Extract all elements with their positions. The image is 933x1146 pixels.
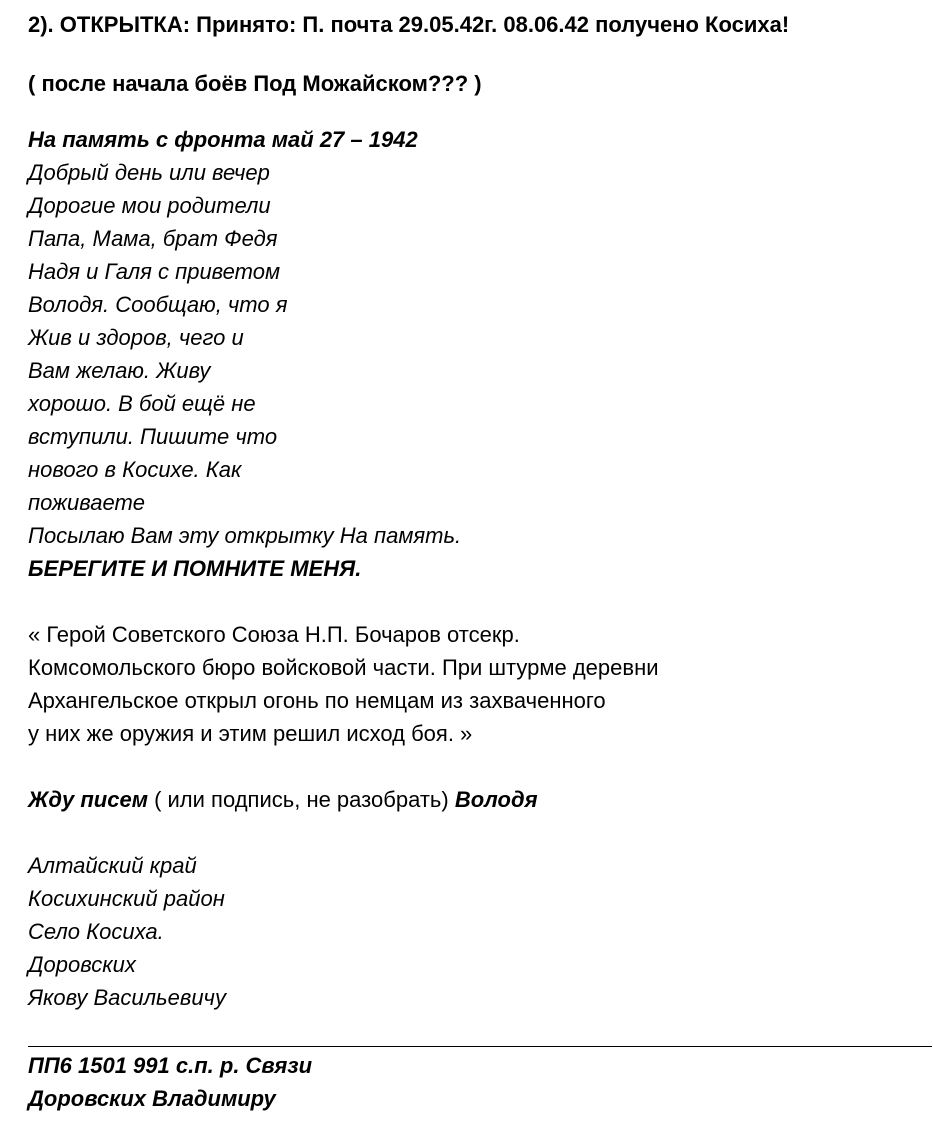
letter-line: нового в Косихе. Как (28, 457, 242, 482)
letter-heading: На память с фронта май 27 – 1942 (28, 127, 418, 152)
address-line: Село Косиха. (28, 919, 164, 944)
signoff-wait-letters: Жду писем (28, 787, 148, 812)
letter-line: Папа, Мама, брат Федя (28, 226, 278, 251)
letter-closing: БЕРЕГИТЕ И ПОМНИТЕ МЕНЯ. (28, 556, 362, 581)
sender-name: Доровских Владимиру (28, 1086, 276, 1111)
address-line: Алтайский край (28, 853, 197, 878)
letter-line: вступили. Пишите что (28, 424, 278, 449)
letter-line: поживаете (28, 490, 146, 515)
letter-line: Вам желаю. Живу (28, 358, 211, 383)
signoff-note: ( или подпись, не разобрать) (147, 787, 455, 812)
address-line: Якову Васильевичу (28, 985, 226, 1010)
quote-line: Комсомольского бюро войсковой части. При штурме деревни (28, 655, 659, 680)
letter-line: Добрый день или вечер (28, 160, 270, 185)
letter-line: Надя и Галя с приветом (28, 259, 281, 284)
letter-line: хорошо. В бой ещё не (28, 391, 256, 416)
letter-line: Дорогие мои родители (28, 193, 271, 218)
signoff (28, 787, 538, 813)
quote-line: у них же оружия и этим решил исход боя. » (28, 721, 473, 746)
sender-unit: ПП6 1501 991 с.п. р. Связи (28, 1053, 313, 1078)
quote-line: Архангельское открыл огонь по немцам из захваченного (28, 688, 606, 713)
historical-note: ( после начала боёв Под Можайском??? ) (28, 71, 482, 96)
address-line: Косихинский район (28, 886, 225, 911)
section-divider (28, 1046, 932, 1047)
quote-line: « Герой Советского Союза Н.П. Бочаров отсекр. (28, 622, 520, 647)
letter-line: Жив и здоров, чего и (28, 325, 244, 350)
signoff-signature: Володя (454, 787, 538, 812)
letter-line: Посылаю Вам эту открытку На память. (28, 523, 462, 548)
address-line: Доровских (28, 952, 136, 977)
letter-line: Володя. Сообщаю, что я (28, 292, 288, 317)
document-title: 2). ОТКРЫТКА: Принято: П. почта 29.05.42г. 08.06.42 получено Косиха! (28, 12, 790, 37)
